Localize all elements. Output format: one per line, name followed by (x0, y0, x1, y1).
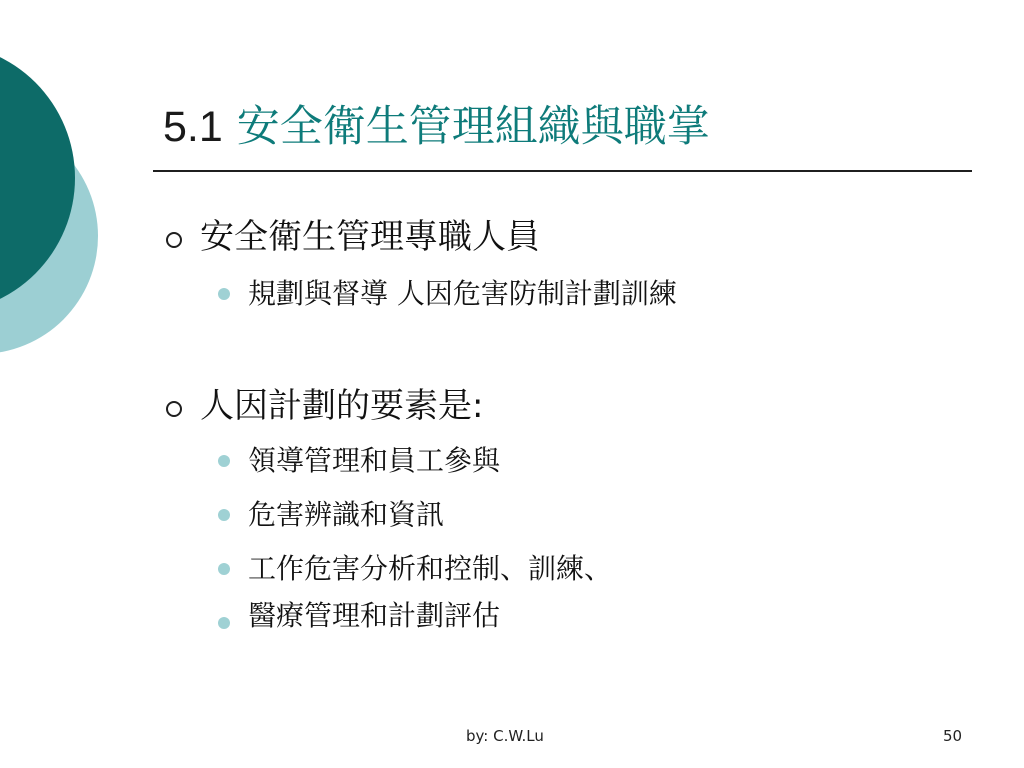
footer-author: by: C.W.Lu (466, 727, 544, 745)
section-heading: 安全衛生管理專職人員 (200, 217, 540, 257)
section-heading: 人因計劃的要素是: (200, 386, 484, 426)
page-number: 50 (943, 727, 963, 745)
title-number: 5.1 (163, 103, 223, 151)
title-divider (153, 170, 972, 172)
dot-bullet-icon (218, 617, 230, 629)
list-item: 工作危害分析和控制、訓練、 (248, 552, 613, 585)
list-item: 危害辨識和資訊 (248, 498, 445, 531)
list-item: 規劃與督導 人因危害防制計劃訓練 (248, 277, 677, 310)
dot-bullet-icon (218, 455, 230, 467)
dot-bullet-icon (218, 509, 230, 521)
title-text: 安全衛生管理組織與職掌 (236, 102, 710, 152)
slide-title (163, 98, 710, 156)
list-item: 領導管理和員工參與 (248, 444, 501, 477)
list-item: 醫療管理和計劃評估 (248, 599, 501, 632)
decorative-circles (0, 0, 110, 400)
dot-bullet-icon (218, 563, 230, 575)
hollow-circle-bullet-icon (166, 232, 182, 248)
hollow-circle-bullet-icon (166, 401, 182, 417)
dot-bullet-icon (218, 288, 230, 300)
